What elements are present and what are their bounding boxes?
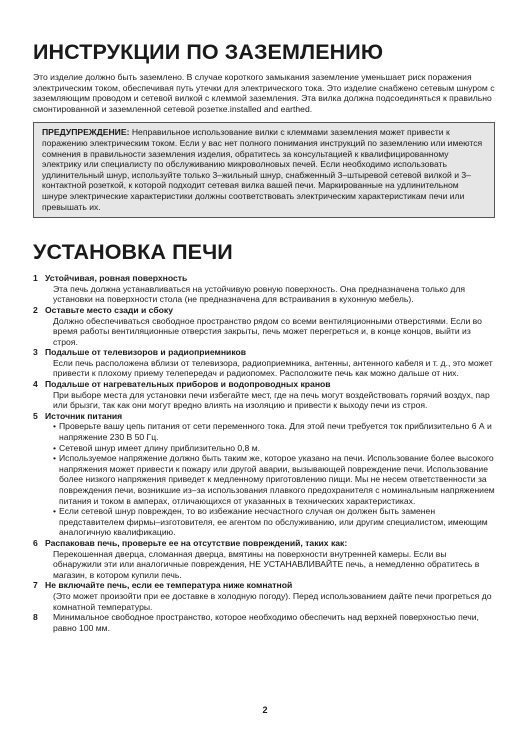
item-body: Должно обеспечиваться свободное пространство рядом со всеми вентиляционными отверстиями. Если во время работы вентиляционные отверстия закрыты, печь может перегреться и, в конце концов, выйти из строя. xyxy=(53,315,482,347)
item-title: Подальше от телевизоров и радиоприемников xyxy=(45,347,247,358)
item-body: Эта печь должна устанавливаться на устойчивую ровную поверхность. Она предназначена только для установки на поверхности стола (не предназначена для встраивания в кухонную мебель). xyxy=(53,283,466,305)
item-title: Распаковав печь, проверьте ее на отсутствие повреждений, таких как: xyxy=(45,537,348,548)
installation-title: УСТАНОВКА ПЕЧИ xyxy=(33,240,233,265)
list-item xyxy=(33,538,495,580)
manual-page xyxy=(33,40,495,633)
item-title: Подальше от нагревательных приборов и водопроводных кранов xyxy=(45,379,331,390)
power-bullets xyxy=(45,421,495,538)
bullet-item: • Сетевой шнур имеет длину приблизительно 0,8 м. xyxy=(53,443,495,454)
grounding-title: ИНСТРУКЦИИ ПО ЗАЗЕМЛЕНИЮ xyxy=(33,40,384,64)
item-title: Оставьте место сзади и сбоку xyxy=(45,304,173,315)
page-number: 2 xyxy=(262,705,268,715)
list-item xyxy=(33,347,495,379)
bullet-item: • Если сетевой шнур поврежден, то во избежание несчастного случая он должен быть заменен представителем фирмы–изготовителя, ее агентом по обслуживанию, или другим специалистом, имеющим аналогичную квалификацию. xyxy=(53,506,495,538)
item-title: Источник питания xyxy=(45,410,123,421)
bullet-item: • Используемое напряжение должно быть таким же, которое указано на печи. Использование более высокого напряжения может привести к пожару или другой аварии, вызывающей повреждение печи. Использование более низкого напряжения приведет к медленному приготовлению пищи. Мы не несем ответственности за повреждения печи, возникшие из–за использования плавкого предохранителя с номинальным напряжением питания и током в амперах, отличающихся от указанных в технических характеристиках. xyxy=(53,453,495,506)
item-number: 6 xyxy=(33,537,38,548)
warning-box xyxy=(33,122,495,218)
item-body: Если печь расположена вблизи от телевизора, радиоприемника, антенны, антенного кабеля и т. д., это может привести к плохому приему телепередач и радиопомех. Расположите печь как можно дальше от них. xyxy=(53,357,493,379)
list-item xyxy=(33,379,495,411)
list-item xyxy=(33,411,495,538)
item-body: (Это может произойти при ее доставке в холодную погоду). Перед использованием дайте печи прогреться до комнатной температуры. xyxy=(53,590,492,612)
grounding-intro: Это изделие должно быть заземлено. В случае короткого замыкания заземление уменьшает риск поражения электрическим током, обеспечивая путь утечки для электрического тока. Это изделие снабжено сетевым шнуром с заземляющим проводом и сетевой вилкой с клеммой заземления. Эта вилка должна подсоединяться к правильно смонтированной и заземленной сетевой розетке.installed and earthed. xyxy=(33,72,495,114)
item-number: 3 xyxy=(33,347,38,358)
item-number: 1 xyxy=(33,273,38,284)
item-number: 7 xyxy=(33,580,38,591)
item-number: 5 xyxy=(33,410,38,421)
item-number: 2 xyxy=(33,304,38,315)
bullet-item: • Проверьте вашу цепь питания от сети переменного тока. Для этой печи требуется ток приблизительно 6 А и напряжение 230 В 50 Гц. xyxy=(53,421,495,442)
item-body: При выборе места для установки печи избегайте мест, где на печь могут воздействовать горячий воздух, пар или брызги, так как они могут вредно влиять на изоляцию и привести к выходу печи из строя. xyxy=(53,389,490,411)
list-item xyxy=(33,580,495,612)
list-item xyxy=(33,612,495,633)
list-item xyxy=(33,305,495,347)
item-title: Не включайте печь, если ее температура ниже комнатной xyxy=(45,580,293,591)
list-item xyxy=(33,273,495,305)
item-title: Устойчивая, ровная поверхность xyxy=(45,273,188,284)
item-body: Минимальное свободное пространство, которое необходимо обеспечить над верхней поверхностью печи, равно 100 мм. xyxy=(53,612,479,633)
warning-label: ПРЕДУПРЕЖДЕНИЕ: xyxy=(42,127,130,138)
item-number: 8 xyxy=(33,612,38,623)
installation-list xyxy=(33,273,495,633)
item-body: Перекошенная дверца, сломанная дверца, вмятины на поверхности внутренней камеры. Если вы обнаружили эти или аналогичные повреждения, НЕ УСТАНАВЛИВАЙТЕ печь, а немедленно обратитесь в магазин, в котором купили печь. xyxy=(53,548,480,580)
warning-text: Неправильное использование вилки с клеммами заземления может привести к поражению электрическим током. Если у вас нет полного понимания инструкций по заземлению или имеются сомнения в правильности заземления изделия, обратитесь за консультацией к квалифицированному электрику или специалисту по обслуживанию микроволновых печей. Если необходимо использовать удлинительный шнур, используйте только 3–жильный шнур, снабженный 3–штыревой сетевой вилкой и 3–контактной розеткой, к которой подходит сетевая вилка вашей печи. Маркированные на удлинительном шнуре электрические характеристики должны соответствовать электрическим характеристикам печи или превышать их. xyxy=(42,127,483,212)
item-number: 4 xyxy=(33,379,38,390)
